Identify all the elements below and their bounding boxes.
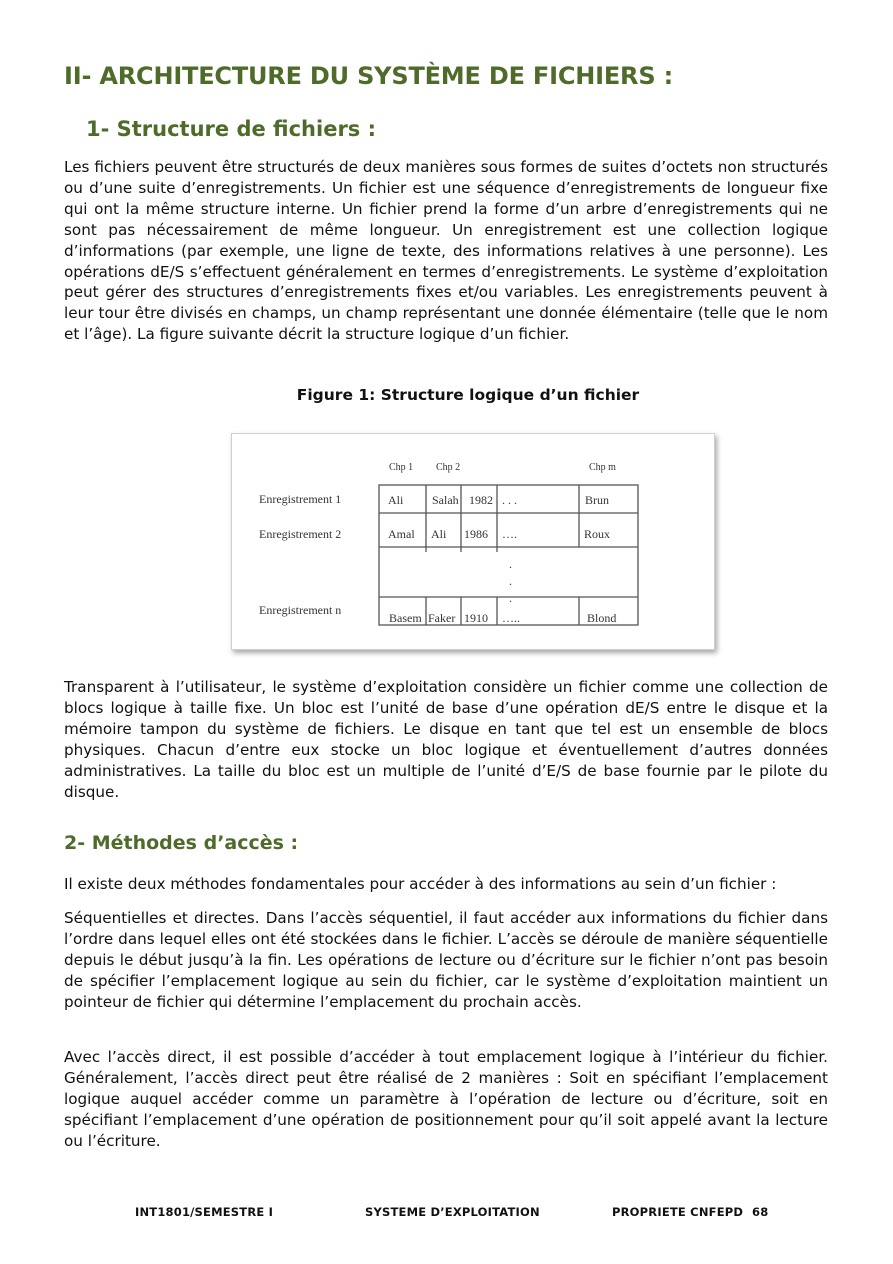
- record-label-n: Enregistrement n: [259, 603, 342, 617]
- subsection-title-access-methods: 2- Méthodes d’accès :: [64, 832, 299, 854]
- record-2-cell-ellipsis: ….: [502, 527, 517, 541]
- subsection-title-structure: 1- Structure de fichiers :: [86, 117, 377, 141]
- record-2-cell-2: Ali: [431, 527, 447, 541]
- record-2-cell-m: Roux: [584, 527, 611, 541]
- record-n-cell-3: 1910: [464, 611, 488, 625]
- record-2-cell-3: 1986: [464, 527, 488, 541]
- figure-caption: Figure 1: Structure logique d’un fichier: [296, 386, 640, 404]
- record-n-cell-ellipsis: …..: [502, 611, 520, 625]
- record-table-diagram: [232, 434, 714, 649]
- paragraph-logical-blocks: Transparent à l’utilisateur, le système d’exploitation considère un fichier comme une collection de blocs logique à taille fixe. Un bloc est l’unité de base d’une opération dE/S entre le disque et la mémoire tampon du système de fichiers. Le disque en tant que tel est un ensemble de blocs physiques. Chacun d’entre eux stocke un bloc logique et éventuellement d’autres données administratives. La taille du bloc est un multiple de l’unité d’E/S de base fournie par le pilote du disque.: [64, 678, 828, 801]
- paragraph-direct-access: Avec l’accès direct, il est possible d’accéder à tout emplacement logique à l’intérieur du fichier. Généralement, l’accès direct peut être réalisé de 2 manières : Soit en spécifiant l’emplacement logique auquel accéder comme un paramètre à l’opération de lecture ou d’écriture, soit en spécifiant l’emplacement d’une opération de positionnement pour qu’il soit appelé avant la lecture ou l’écriture.: [64, 1048, 828, 1150]
- footer-course-code: INT1801/SEMESTRE I: [135, 1205, 274, 1219]
- record-1-cell-2: Salah: [432, 493, 459, 507]
- paragraph-access-intro: Il existe deux méthodes fondamentales pour accéder à des informations au sein d’un fichier :: [64, 875, 777, 893]
- record-1-cell-1: Ali: [388, 493, 404, 507]
- record-label-1: Enregistrement 1: [259, 492, 342, 506]
- gap-dot-1: .: [509, 557, 512, 571]
- record-1-cell-3: 1982: [469, 493, 493, 507]
- field-header-2: Chp 2: [436, 462, 461, 473]
- field-header-m: Chp m: [589, 462, 616, 473]
- paragraph-file-structure: Les fichiers peuvent être structurés de deux manières sous formes de suites d’octets non structurés ou d’une suite d’enregistrements. Un fichier est une séquence d’enregistrements de longueur fixe qui ont la même structure interne. Un fichier prend la forme d’un arbre d’enregistrements qui ne sont pas nécessairement de même longueur. Un enregistrement est une collection logique d’informations (par exemple, une ligne de texte, des informations relatives à une personne). Les opérations dE/S s’effectuent généralement en termes d’enregistrements. Le système d’exploitation peut gérer des structures d’enregistrements fixes et/ou variables. Les enregistrements peuvent à leur tour être divisés en champs, un champ représentant une donnée élémentaire (telle que le nom et l’âge). La figure suivante décrit la structure logique d’un fichier.: [64, 158, 828, 344]
- record-label-2: Enregistrement 2: [259, 527, 342, 541]
- field-header-1: Chp 1: [389, 462, 414, 473]
- section-title: II- ARCHITECTURE DU SYSTÈME DE FICHIERS :: [64, 62, 673, 90]
- footer-ownership: PROPRIETE CNFEPD: [612, 1205, 744, 1219]
- footer-course-name: SYSTEME D’EXPLOITATION: [365, 1205, 540, 1219]
- paragraph-sequential-access: Séquentielles et directes. Dans l’accès séquentiel, il faut accéder aux informations du fichier dans l’ordre dans lequel elles ont été stockées dans le fichier. L’accès se déroule de manière séquentielle depuis le début jusqu’à la fin. Les opérations de lecture ou d’écriture sur le fichier n’ont pas besoin de spécifier l’emplacement logique au sein du fichier, car le système d’exploitation maintient un pointeur de fichier qui détermine l’emplacement du prochain accès.: [64, 909, 828, 1011]
- gap-dot-2: .: [509, 574, 512, 588]
- record-n-cell-2: Faker: [428, 611, 456, 625]
- record-n-cell-m: Blond: [587, 611, 617, 625]
- record-1-cell-ellipsis: . . .: [502, 493, 517, 507]
- footer-page-number: 68: [752, 1205, 769, 1219]
- record-1-cell-m: Brun: [585, 493, 609, 507]
- figure-file-logical-structure: [231, 433, 715, 650]
- gap-dot-3: .: [509, 591, 512, 605]
- record-n-cell-1: Basem: [389, 611, 422, 625]
- record-2-cell-1: Amal: [388, 527, 415, 541]
